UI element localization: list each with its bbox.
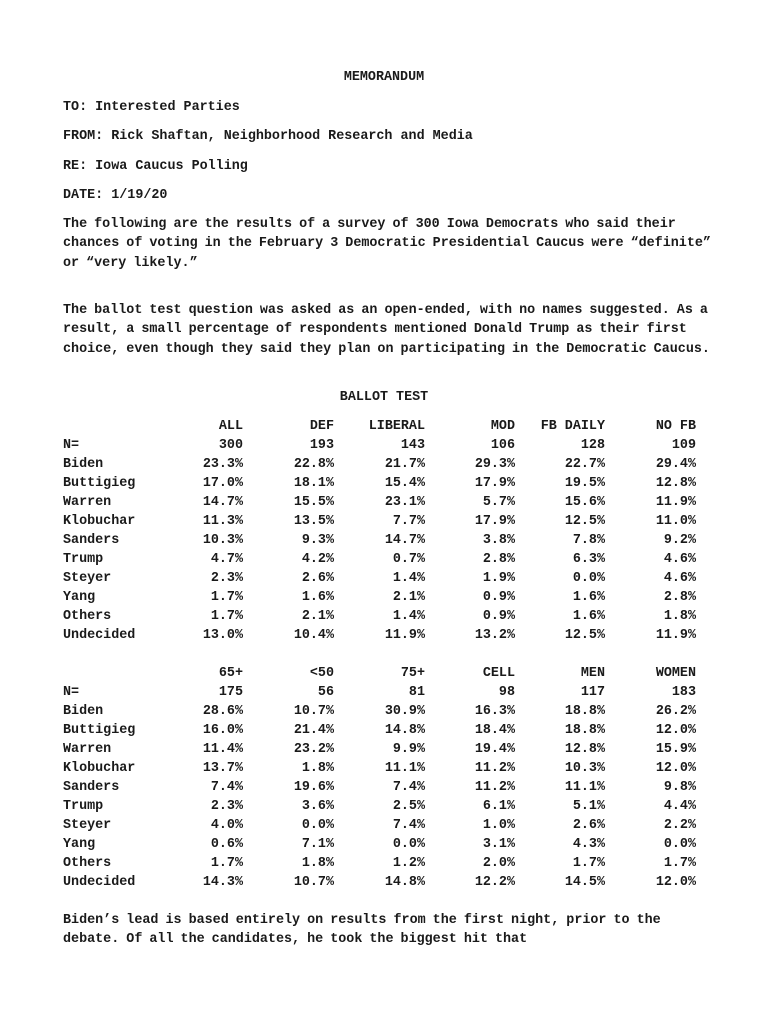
- table-header-row: [63, 417, 696, 436]
- percent-cell: 3.6%: [301, 799, 334, 814]
- percent-cell: 11.3%: [202, 514, 243, 529]
- column-header: FB DAILY: [540, 419, 605, 434]
- percent-cell: 2.6%: [301, 571, 334, 586]
- table-row: [63, 512, 696, 531]
- percent-cell: 6.1%: [482, 799, 515, 814]
- percent-cell: 1.6%: [301, 590, 334, 605]
- percent-cell: 0.7%: [392, 552, 425, 567]
- percent-cell: 11.0%: [655, 514, 696, 529]
- percent-cell: 21.7%: [384, 457, 425, 472]
- percent-cell: 1.7%: [210, 609, 243, 624]
- percent-cell: 11.9%: [384, 628, 425, 643]
- percent-cell: 3.8%: [482, 533, 515, 548]
- sample-size-row: [63, 436, 696, 455]
- sample-size-value: 300: [218, 438, 243, 453]
- percent-cell: 12.5%: [564, 628, 605, 643]
- percent-cell: 4.4%: [663, 799, 696, 814]
- percent-cell: 1.0%: [482, 818, 515, 833]
- percent-cell: 29.4%: [655, 457, 696, 472]
- candidate-name: Klobuchar: [63, 761, 136, 776]
- percent-cell: 2.0%: [482, 856, 515, 871]
- percent-cell: 11.1%: [384, 761, 425, 776]
- percent-cell: 11.9%: [655, 495, 696, 510]
- candidate-name: Warren: [63, 495, 112, 510]
- percent-cell: 11.2%: [474, 780, 515, 795]
- percent-cell: 16.0%: [202, 723, 243, 738]
- candidate-name: Biden: [63, 704, 104, 719]
- ballot-table-2: [63, 664, 696, 892]
- percent-cell: 23.2%: [293, 742, 334, 757]
- percent-cell: 10.4%: [293, 628, 334, 643]
- table-row: [63, 531, 696, 550]
- sample-size-value: 56: [317, 685, 334, 700]
- candidate-name: Steyer: [63, 571, 112, 586]
- percent-cell: 1.6%: [572, 609, 605, 624]
- percent-cell: 3.1%: [482, 837, 515, 852]
- percent-cell: 1.4%: [392, 609, 425, 624]
- sample-size-value: 117: [580, 685, 605, 700]
- method-paragraph: The ballot test question was asked as an open-ended, with no names suggested. As a result, a small percentage of respondents mentioned Donald Trump as their first choice, even though they said they plan on participating in the Democratic Caucus.: [63, 303, 710, 357]
- sample-size-value: 81: [408, 685, 425, 700]
- table-row: [63, 835, 696, 854]
- candidate-name: Klobuchar: [63, 514, 136, 529]
- percent-cell: 1.8%: [663, 609, 696, 624]
- table-row: [63, 550, 696, 569]
- percent-cell: 15.5%: [293, 495, 334, 510]
- percent-cell: 1.7%: [663, 856, 696, 871]
- percent-cell: 28.6%: [202, 704, 243, 719]
- candidate-name: Undecided: [63, 875, 136, 890]
- percent-cell: 30.9%: [384, 704, 425, 719]
- percent-cell: 2.1%: [301, 609, 334, 624]
- percent-cell: 0.9%: [482, 590, 515, 605]
- percent-cell: 29.3%: [474, 457, 515, 472]
- table-row: [63, 721, 696, 740]
- percent-cell: 10.7%: [293, 704, 334, 719]
- percent-cell: 4.2%: [301, 552, 334, 567]
- percent-cell: 0.6%: [210, 837, 243, 852]
- percent-cell: 7.4%: [392, 818, 425, 833]
- percent-cell: 1.2%: [392, 856, 425, 871]
- percent-cell: 18.1%: [293, 476, 334, 491]
- percent-cell: 19.4%: [474, 742, 515, 757]
- candidate-name: Undecided: [63, 628, 136, 643]
- percent-cell: 12.2%: [474, 875, 515, 890]
- memo-to: TO: Interested Parties: [63, 100, 240, 115]
- percent-cell: 12.0%: [655, 875, 696, 890]
- table-row: [63, 493, 696, 512]
- candidate-name: Trump: [63, 552, 104, 567]
- memo-date: DATE: 1/19/20: [63, 188, 168, 203]
- percent-cell: 11.1%: [564, 780, 605, 795]
- sample-size-label: N=: [63, 685, 80, 700]
- closing-paragraph: Biden’s lead is based entirely on results from the first night, prior to the debate. Of all the candidates, he took the biggest hit that: [63, 913, 661, 948]
- percent-cell: 2.3%: [210, 799, 243, 814]
- percent-cell: 15.6%: [564, 495, 605, 510]
- sample-size-value: 98: [498, 685, 515, 700]
- percent-cell: 2.3%: [210, 571, 243, 586]
- percent-cell: 12.5%: [564, 514, 605, 529]
- percent-cell: 2.8%: [482, 552, 515, 567]
- column-header: 65+: [218, 666, 243, 681]
- table-row: [63, 740, 696, 759]
- table-row: [63, 607, 696, 626]
- percent-cell: 2.5%: [392, 799, 425, 814]
- percent-cell: 7.7%: [392, 514, 425, 529]
- percent-cell: 6.3%: [572, 552, 605, 567]
- percent-cell: 11.9%: [655, 628, 696, 643]
- candidate-name: Sanders: [63, 780, 120, 795]
- percent-cell: 18.8%: [564, 723, 605, 738]
- percent-cell: 0.0%: [663, 837, 696, 852]
- percent-cell: 23.1%: [384, 495, 425, 510]
- table-row: [63, 759, 696, 778]
- percent-cell: 18.4%: [474, 723, 515, 738]
- percent-cell: 4.6%: [663, 552, 696, 567]
- sample-size-row: [63, 683, 696, 702]
- memo-title: MEMORANDUM: [343, 70, 425, 85]
- percent-cell: 2.8%: [663, 590, 696, 605]
- table-row: [63, 626, 696, 645]
- memo-from: FROM: Rick Shaftan, Neighborhood Research and Media: [63, 129, 473, 144]
- column-header: LIBERAL: [368, 419, 425, 434]
- percent-cell: 19.6%: [293, 780, 334, 795]
- percent-cell: 14.7%: [202, 495, 243, 510]
- table-row: [63, 569, 696, 588]
- table-row: [63, 702, 696, 721]
- sample-size-value: 128: [580, 438, 605, 453]
- candidate-name: Trump: [63, 799, 104, 814]
- percent-cell: 19.5%: [564, 476, 605, 491]
- percent-cell: 7.4%: [210, 780, 243, 795]
- percent-cell: 13.2%: [474, 628, 515, 643]
- column-header: CELL: [482, 666, 515, 681]
- percent-cell: 14.8%: [384, 723, 425, 738]
- percent-cell: 11.4%: [202, 742, 243, 757]
- table-row: [63, 816, 696, 835]
- percent-cell: 7.8%: [572, 533, 605, 548]
- percent-cell: 4.7%: [210, 552, 243, 567]
- percent-cell: 1.9%: [482, 571, 515, 586]
- column-header: MEN: [580, 666, 605, 681]
- percent-cell: 11.2%: [474, 761, 515, 776]
- percent-cell: 14.8%: [384, 875, 425, 890]
- percent-cell: 13.7%: [202, 761, 243, 776]
- memo-re: RE: Iowa Caucus Polling: [63, 159, 248, 174]
- column-header: <50: [309, 666, 334, 681]
- percent-cell: 13.5%: [293, 514, 334, 529]
- percent-cell: 1.7%: [572, 856, 605, 871]
- percent-cell: 4.6%: [663, 571, 696, 586]
- percent-cell: 1.8%: [301, 761, 334, 776]
- percent-cell: 9.8%: [663, 780, 696, 795]
- candidate-name: Biden: [63, 457, 104, 472]
- candidate-name: Sanders: [63, 533, 120, 548]
- percent-cell: 0.0%: [392, 837, 425, 852]
- percent-cell: 15.9%: [655, 742, 696, 757]
- candidate-name: Others: [63, 609, 112, 624]
- percent-cell: 9.9%: [392, 742, 425, 757]
- percent-cell: 2.6%: [572, 818, 605, 833]
- percent-cell: 10.3%: [564, 761, 605, 776]
- column-header: ALL: [218, 419, 243, 434]
- percent-cell: 22.8%: [293, 457, 334, 472]
- percent-cell: 17.9%: [474, 476, 515, 491]
- percent-cell: 5.1%: [572, 799, 605, 814]
- percent-cell: 17.9%: [474, 514, 515, 529]
- percent-cell: 21.4%: [293, 723, 334, 738]
- percent-cell: 1.4%: [392, 571, 425, 586]
- percent-cell: 9.3%: [301, 533, 334, 548]
- candidate-name: Yang: [63, 837, 96, 852]
- percent-cell: 10.7%: [293, 875, 334, 890]
- percent-cell: 12.8%: [655, 476, 696, 491]
- percent-cell: 7.4%: [392, 780, 425, 795]
- candidate-name: Steyer: [63, 818, 112, 833]
- percent-cell: 22.7%: [564, 457, 605, 472]
- percent-cell: 9.2%: [663, 533, 696, 548]
- sample-size-value: 183: [671, 685, 696, 700]
- percent-cell: 12.0%: [655, 761, 696, 776]
- percent-cell: 0.0%: [572, 571, 605, 586]
- percent-cell: 7.1%: [301, 837, 334, 852]
- percent-cell: 0.9%: [482, 609, 515, 624]
- sample-size-value: 175: [218, 685, 243, 700]
- column-header: 75+: [400, 666, 425, 681]
- table-row: [63, 854, 696, 873]
- ballot-test-heading: BALLOT TEST: [339, 390, 429, 405]
- header-spacer: [63, 417, 193, 436]
- table-row: [63, 474, 696, 493]
- sample-size-value: 143: [400, 438, 425, 453]
- percent-cell: 2.2%: [663, 818, 696, 833]
- percent-cell: 4.0%: [210, 818, 243, 833]
- table-row: [63, 797, 696, 816]
- column-header: NO FB: [655, 419, 696, 434]
- header-spacer: [63, 664, 193, 683]
- percent-cell: 23.3%: [202, 457, 243, 472]
- percent-cell: 17.0%: [202, 476, 243, 491]
- percent-cell: 2.1%: [392, 590, 425, 605]
- table-row: [63, 778, 696, 797]
- percent-cell: 13.0%: [202, 628, 243, 643]
- percent-cell: 5.7%: [482, 495, 515, 510]
- candidate-name: Buttigieg: [63, 723, 136, 738]
- column-header: MOD: [490, 419, 515, 434]
- percent-cell: 1.6%: [572, 590, 605, 605]
- sample-size-label: N=: [63, 438, 80, 453]
- candidate-name: Warren: [63, 742, 112, 757]
- percent-cell: 18.8%: [564, 704, 605, 719]
- table-header-row: [63, 664, 696, 683]
- percent-cell: 10.3%: [202, 533, 243, 548]
- sample-size-value: 193: [309, 438, 334, 453]
- percent-cell: 14.5%: [564, 875, 605, 890]
- table-row: [63, 873, 696, 892]
- percent-cell: 1.7%: [210, 590, 243, 605]
- percent-cell: 26.2%: [655, 704, 696, 719]
- table-row: [63, 588, 696, 607]
- intro-paragraph: The following are the results of a survey of 300 Iowa Democrats who said their chances of voting in the February 3 Democratic Presidential Caucus were “definite” or “very likely.”: [63, 217, 711, 271]
- percent-cell: 12.0%: [655, 723, 696, 738]
- column-header: WOMEN: [655, 666, 696, 681]
- percent-cell: 15.4%: [384, 476, 425, 491]
- percent-cell: 16.3%: [474, 704, 515, 719]
- candidate-name: Others: [63, 856, 112, 871]
- candidate-name: Yang: [63, 590, 96, 605]
- percent-cell: 4.3%: [572, 837, 605, 852]
- sample-size-value: 109: [671, 438, 696, 453]
- percent-cell: 12.8%: [564, 742, 605, 757]
- column-header: DEF: [309, 419, 334, 434]
- table-row: [63, 455, 696, 474]
- sample-size-value: 106: [490, 438, 515, 453]
- percent-cell: 1.7%: [210, 856, 243, 871]
- percent-cell: 14.3%: [202, 875, 243, 890]
- percent-cell: 1.8%: [301, 856, 334, 871]
- percent-cell: 14.7%: [384, 533, 425, 548]
- ballot-table-1: [63, 417, 696, 645]
- candidate-name: Buttigieg: [63, 476, 136, 491]
- percent-cell: 0.0%: [301, 818, 334, 833]
